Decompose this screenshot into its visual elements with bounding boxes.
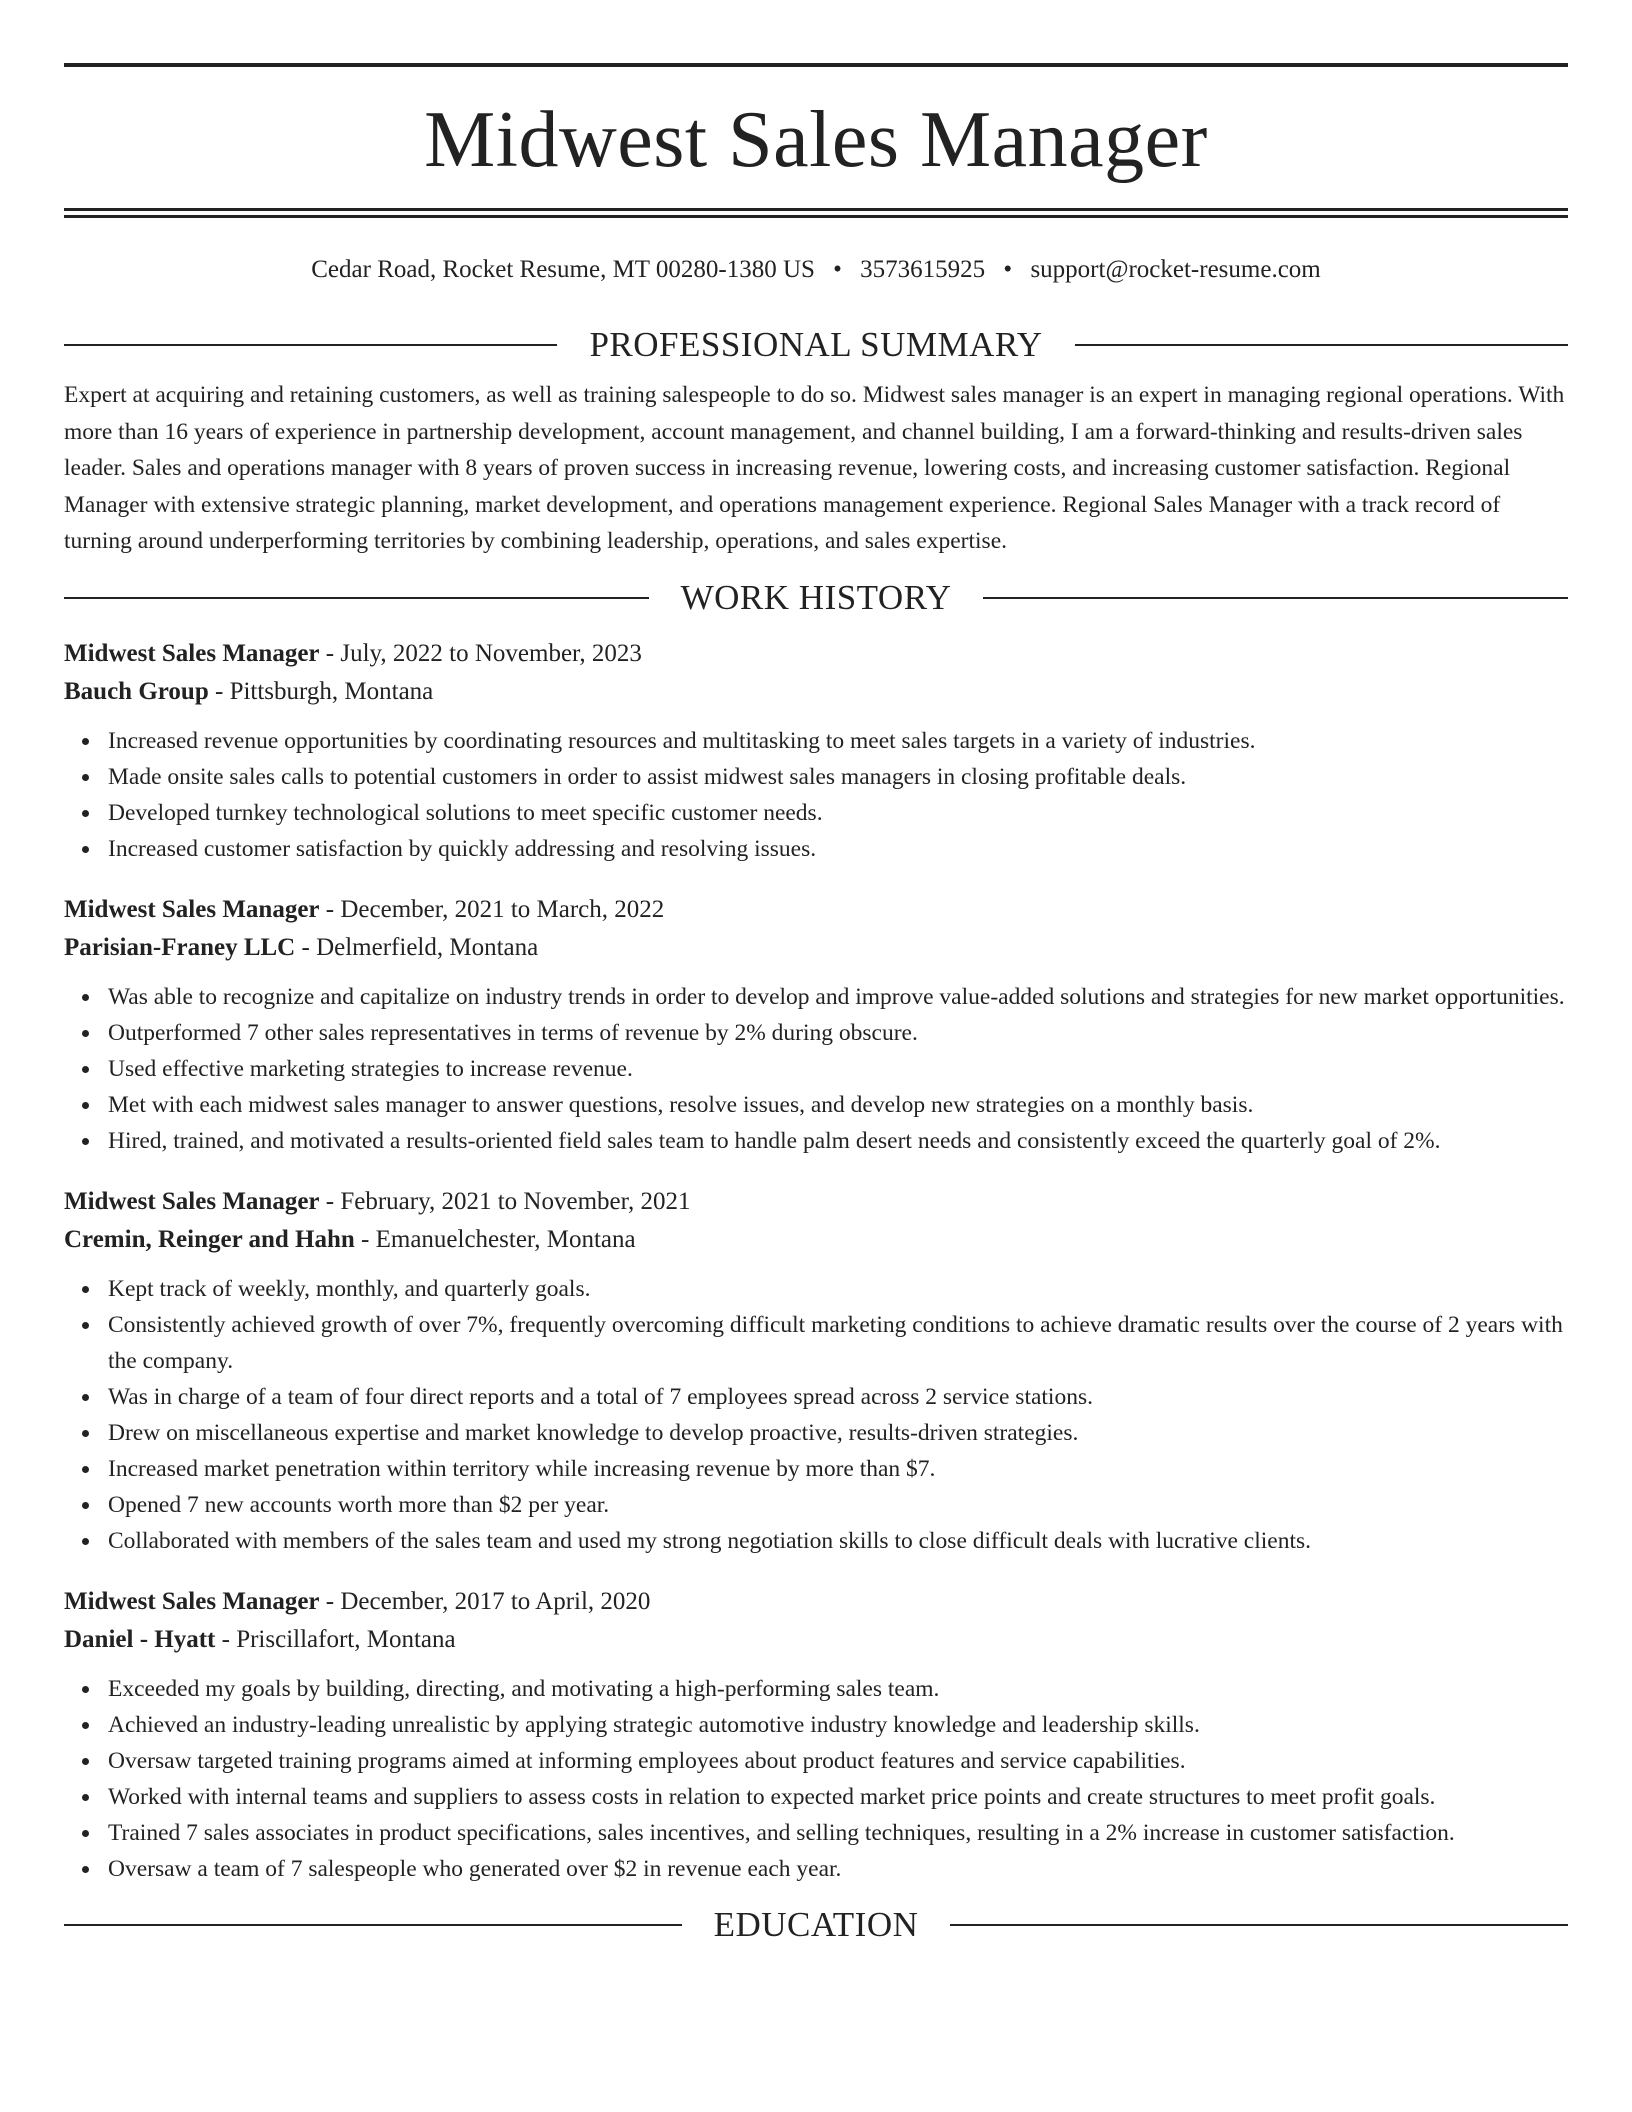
- job-title: Midwest Sales Manager: [64, 1187, 320, 1215]
- job-bullet-list: [64, 1271, 1568, 1559]
- section-rule: [64, 1924, 682, 1926]
- job-bullet: Hired, trained, and motivated a results-oriented field sales team to handle palm desert needs and consistently exceed the quarterly goal of 2%.: [108, 1123, 1568, 1159]
- contact-email: support@rocket-resume.com: [1030, 256, 1321, 283]
- job-bullet: Oversaw a team of 7 salespeople who generated over $2 in revenue each year.: [108, 1851, 1568, 1887]
- job-dates-separator: -: [319, 895, 341, 923]
- section-rule: [64, 344, 557, 346]
- contact-address: Cedar Road, Rocket Resume, MT 00280-1380 US: [311, 256, 815, 283]
- job-dates: December, 2017 to April, 2020: [340, 1587, 651, 1615]
- job-location: Priscillafort, Montana: [236, 1625, 456, 1653]
- job-bullet: Met with each midwest sales manager to answer questions, resolve issues, and develop new strategies on a monthly basis.: [108, 1087, 1568, 1123]
- job-bullet: Was in charge of a team of four direct reports and a total of 7 employees spread across 2 service stations.: [108, 1379, 1568, 1415]
- section-header-work: [64, 576, 1568, 620]
- contact-separator: •: [833, 256, 842, 283]
- job-title: Midwest Sales Manager: [64, 895, 320, 923]
- job-location: Pittsburgh, Montana: [229, 677, 434, 705]
- job-location-separator: -: [215, 1625, 237, 1653]
- job-bullet: Was able to recognize and capitalize on industry trends in order to develop and improve value-added solutions and strategies for new market opportunities.: [108, 979, 1568, 1015]
- job-title-line: [64, 635, 1568, 673]
- contact-phone: 3573615925: [860, 256, 986, 283]
- job-entry: [64, 1183, 1568, 1559]
- job-bullet: Made onsite sales calls to potential customers in order to assist midwest sales managers in closing profitable deals.: [108, 759, 1568, 795]
- job-dates: February, 2021 to November, 2021: [340, 1187, 691, 1215]
- job-bullet: Increased customer satisfaction by quickly addressing and resolving issues.: [108, 831, 1568, 867]
- job-company: Parisian-Franey LLC: [64, 933, 296, 961]
- contact-separator: •: [1003, 256, 1013, 283]
- job-title-line: [64, 891, 1568, 929]
- work-history-list: [64, 635, 1568, 1887]
- double-rule: [64, 208, 1568, 218]
- job-dates-separator: -: [319, 1587, 341, 1615]
- job-bullet: Opened 7 new accounts worth more than $2 per year.: [108, 1487, 1568, 1523]
- section-rule: [1075, 344, 1568, 346]
- job-bullet: Developed turnkey technological solutions to meet specific customer needs.: [108, 795, 1568, 831]
- resume-name: Midwest Sales Manager: [424, 96, 1208, 184]
- section-header-education: [64, 1903, 1568, 1947]
- job-bullet: Collaborated with members of the sales team and used my strong negotiation skills to close difficult deals with lucrative clients.: [108, 1523, 1568, 1559]
- job-entry: [64, 891, 1568, 1159]
- job-location: Emanuelchester, Montana: [375, 1225, 636, 1253]
- job-company: Daniel - Hyatt: [64, 1625, 216, 1653]
- job-dates-separator: -: [319, 1187, 341, 1215]
- job-bullet: Worked with internal teams and suppliers to assess costs in relation to expected market price points and create structures to meet profit goals.: [108, 1779, 1568, 1815]
- job-location-separator: -: [208, 677, 230, 705]
- job-bullet: Kept track of weekly, monthly, and quarterly goals.: [108, 1271, 1568, 1307]
- job-bullet: Trained 7 sales associates in product specifications, sales incentives, and selling techniques, resulting in a 2% increase in customer satisfaction.: [108, 1815, 1568, 1851]
- job-company-line: [64, 1621, 1568, 1659]
- summary-text: Expert at acquiring and retaining customers, as well as training salespeople to do so. Midwest sales manager is an expert in managing regional operations. With more than 16 years of experience in partnership development, account management, and channel building, I am a forward-thinking and results-driven sales leader. Sales and operations manager with 8 years of proven success in increasing revenue, lowering costs, and increasing customer satisfaction. Regional Manager with extensive strategic planning, market development, and operations management experience. Regional Sales Manager with a track record of turning around underperforming territories by combining leadership, operations, and sales expertise.: [64, 382, 1565, 554]
- section-header-summary: [64, 323, 1568, 367]
- job-bullet: Increased revenue opportunities by coordinating resources and multitasking to meet sales targets in a variety of industries.: [108, 723, 1568, 759]
- job-bullet: Exceeded my goals by building, directing, and motivating a high-performing sales team.: [108, 1671, 1568, 1707]
- job-title-line: [64, 1583, 1568, 1621]
- section-title: PROFESSIONAL SUMMARY: [589, 325, 1043, 364]
- section-title: EDUCATION: [713, 1904, 919, 1944]
- job-bullet: Achieved an industry-leading unrealistic by applying strategic automotive industry knowledge and leadership skills.: [108, 1707, 1568, 1743]
- section-title: WORK HISTORY: [680, 577, 952, 617]
- job-bullet: Consistently achieved growth of over 7%, frequently overcoming difficult marketing conditions to achieve dramatic results over the course of 2 years with the company.: [108, 1307, 1568, 1379]
- job-entry: [64, 635, 1568, 867]
- job-title: Midwest Sales Manager: [64, 1587, 320, 1615]
- job-company: Bauch Group: [64, 677, 209, 705]
- job-location-separator: -: [295, 933, 317, 961]
- job-bullet: Outperformed 7 other sales representatives in terms of revenue by 2% during obscure.: [108, 1015, 1568, 1051]
- section-rule: [983, 597, 1568, 599]
- job-bullet-list: [64, 723, 1568, 867]
- job-location: Delmerfield, Montana: [316, 933, 539, 961]
- job-bullet-list: [64, 1671, 1568, 1887]
- resume-page: [64, 0, 1568, 1947]
- job-company-line: [64, 1221, 1568, 1259]
- section-rule: [64, 597, 649, 599]
- job-entry: [64, 1583, 1568, 1887]
- job-bullet: Used effective marketing strategies to increase revenue.: [108, 1051, 1568, 1087]
- job-dates: July, 2022 to November, 2023: [340, 639, 642, 667]
- job-bullet-list: [64, 979, 1568, 1159]
- job-bullet: Oversaw targeted training programs aimed at informing employees about product features and service capabilities.: [108, 1743, 1568, 1779]
- job-title: Midwest Sales Manager: [64, 639, 320, 667]
- job-dates: December, 2021 to March, 2022: [340, 895, 665, 923]
- section-rule: [950, 1924, 1568, 1926]
- job-bullet: Drew on miscellaneous expertise and market knowledge to develop proactive, results-driven strategies.: [108, 1415, 1568, 1451]
- job-bullet: Increased market penetration within territory while increasing revenue by more than $7.: [108, 1451, 1568, 1487]
- job-company: Cremin, Reinger and Hahn: [64, 1225, 355, 1253]
- job-location-separator: -: [354, 1225, 376, 1253]
- contact-line: [64, 255, 1568, 285]
- job-company-line: [64, 673, 1568, 711]
- job-title-line: [64, 1183, 1568, 1221]
- job-company-line: [64, 929, 1568, 967]
- job-dates-separator: -: [319, 639, 341, 667]
